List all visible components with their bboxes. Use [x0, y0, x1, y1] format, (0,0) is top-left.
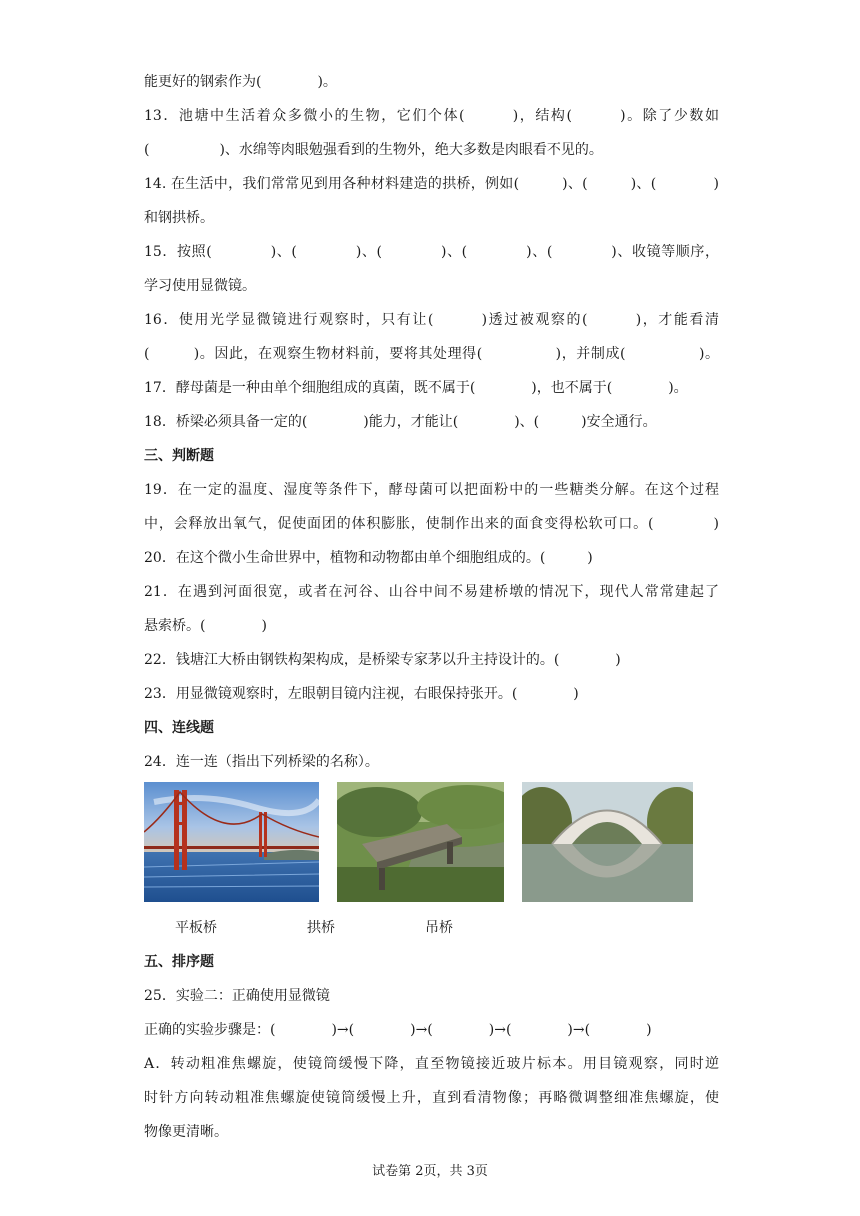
q13-line1: 13．池塘中生活着众多微小的生物，它们个体( )，结构( )。除了少数如	[144, 108, 719, 124]
q21-line2: 悬索桥。( )	[144, 618, 267, 634]
q16-line2: ( )。因此，在观察生物材料前，要将其处理得( )，并制成( )。	[144, 346, 719, 362]
q14-line2: 和钢拱桥。	[144, 210, 214, 226]
q14-line1: 14. 在生活中，我们常常见到用各种材料建造的拱桥，例如( )、( )、( )	[144, 176, 719, 192]
q20: 20．在这个微小生命世界中，植物和动物都由单个细胞组成的。( )	[144, 550, 593, 566]
q24: 24．连一连（指出下列桥梁的名称）。	[144, 754, 379, 770]
q25-steps: 正确的实验步骤是：( )→( )→( )→( )→( )	[144, 1022, 652, 1038]
section-3-heading: 三、判断题	[144, 448, 214, 464]
q12-continuation: 能更好的钢索作为( )。	[144, 74, 337, 90]
q18: 18．桥梁必须具备一定的( )能力，才能让( )、( )安全通行。	[144, 414, 657, 430]
page-footer: 试卷第 2页，共 3页	[372, 1164, 488, 1179]
q15-line1: 15．按照( )、( )、( )、( )、( )、收镜等顺序，	[144, 244, 719, 260]
q23: 23．用显微镜观察时，左眼朝目镜内注视，右眼保持张开。( )	[144, 686, 579, 702]
q25-a-line3: 物像更清晰。	[144, 1124, 228, 1140]
q17: 17．酵母菌是一种由单个细胞组成的真菌，既不属于( )，也不属于( )。	[144, 380, 688, 396]
q25-a-line1: A．转动粗准焦螺旋，使镜筒缓慢下降，直至物镜接近玻片标本。用目镜观察，同时逆	[144, 1056, 719, 1072]
q25-a-line2: 时针方向转动粗准焦螺旋使镜筒缓慢上升，直到看清物像；再略微调整细准焦螺旋，使	[144, 1090, 719, 1106]
q22: 22．钱塘江大桥由钢铁构架构成，是桥梁专家茅以升主持设计的。( )	[144, 652, 621, 668]
caption-arch-bridge: 拱桥	[307, 920, 335, 936]
plank-bridge-photo	[337, 782, 504, 902]
q19-line2: 中，会释放出氧气，促使面团的体积膨胀，使制作出来的面食变得松软可口。( )	[144, 516, 719, 532]
q13-line2: ( )、水绵等肉眼勉强看到的生物外，绝大多数是肉眼看不见的。	[144, 142, 603, 158]
caption-flat-bridge: 平板桥	[175, 920, 217, 936]
arch-bridge-photo	[522, 782, 693, 902]
q16-line1: 16．使用光学显微镜进行观察时，只有让( )透过被观察的( )，才能看清	[144, 312, 719, 328]
suspension-bridge-photo	[144, 782, 319, 902]
q21-line1: 21．在遇到河面很宽，或者在河谷、山谷中间不易建桥墩的情况下，现代人常常建起了	[144, 584, 719, 600]
caption-suspension-bridge: 吊桥	[425, 920, 453, 936]
q25-title: 25．实验二：正确使用显微镜	[144, 988, 330, 1004]
section-4-heading: 四、连线题	[144, 720, 214, 736]
q15-line2: 学习使用显微镜。	[144, 278, 256, 294]
q19-line1: 19．在一定的温度、湿度等条件下，酵母菌可以把面粉中的一些糖类分解。在这个过程	[144, 482, 719, 498]
section-5-heading: 五、排序题	[144, 954, 214, 970]
